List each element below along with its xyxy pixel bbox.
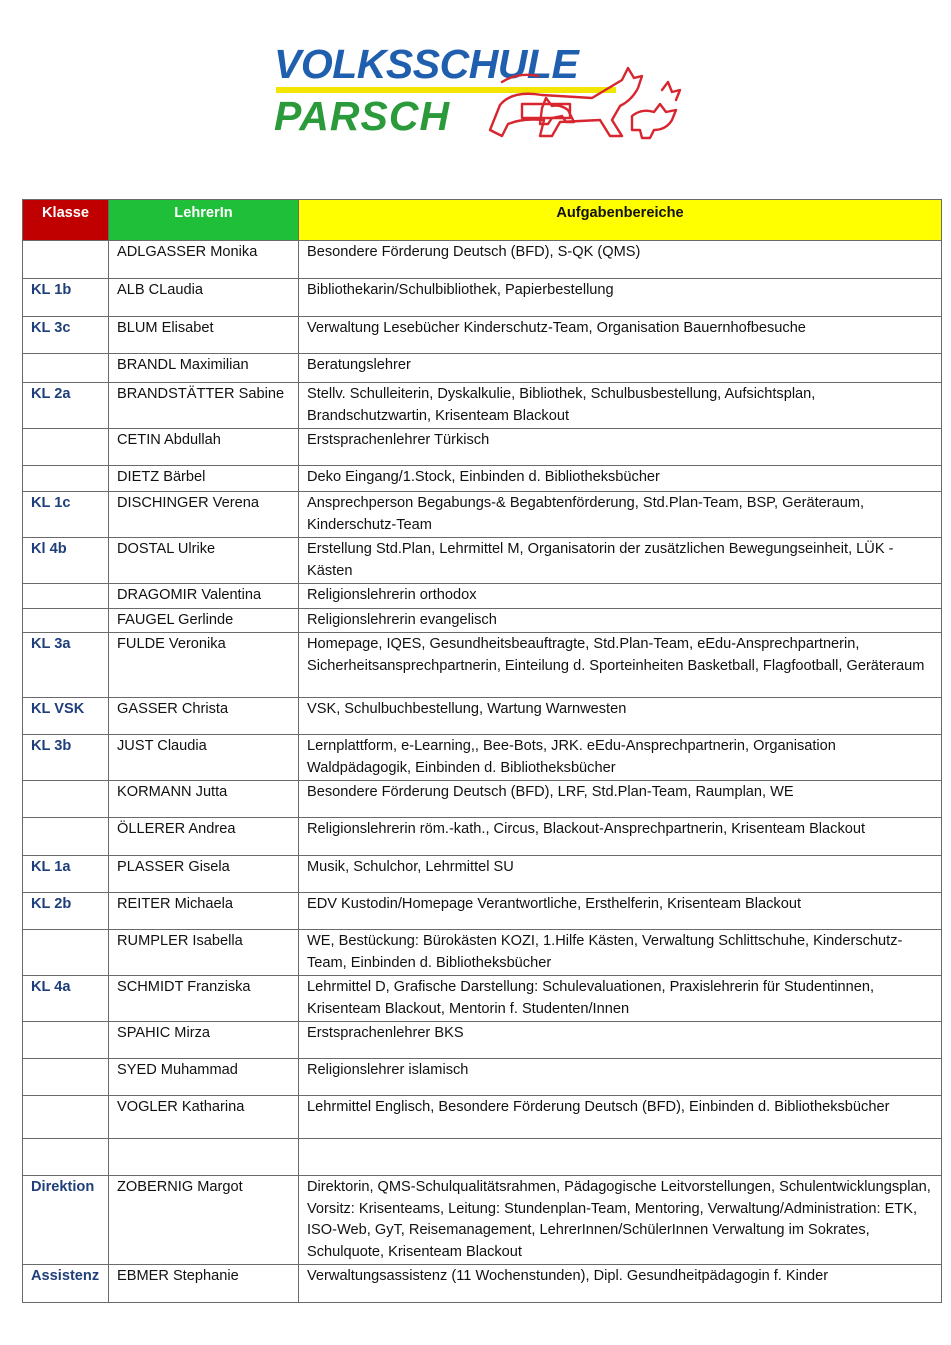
cell-klasse bbox=[23, 466, 109, 492]
cell-aufgaben: Lehrmittel D, Grafische Darstellung: Schulevaluationen, Praxislehrerin für Studentinnen, Krisenteam Blackout, Mentorin f. Studenten/Innen bbox=[299, 976, 942, 1022]
cell-aufgaben: Bibliothekarin/Schulbibliothek, Papierbestellung bbox=[299, 279, 942, 317]
cell-klasse bbox=[23, 1096, 109, 1139]
cell-klasse bbox=[23, 818, 109, 856]
cell-aufgaben: Religionslehrerin röm.-kath., Circus, Blackout-Ansprechpartnerin, Krisenteam Blackout bbox=[299, 818, 942, 856]
cell-aufgaben: EDV Kustodin/Homepage Verantwortliche, Ersthelferin, Krisenteam Blackout bbox=[299, 893, 942, 930]
cell-klasse bbox=[23, 584, 109, 609]
cell-klasse bbox=[23, 930, 109, 976]
cell-klasse: Kl 4b bbox=[23, 538, 109, 584]
cell-klasse bbox=[23, 1139, 109, 1176]
cell-klasse: KL VSK bbox=[23, 698, 109, 735]
cell-aufgaben bbox=[299, 1139, 942, 1176]
cell-lehrer: EBMER Stephanie bbox=[109, 1265, 299, 1303]
table-row bbox=[23, 608, 942, 633]
table-row bbox=[23, 1059, 942, 1096]
cell-lehrer: DOSTAL Ulrike bbox=[109, 538, 299, 584]
cell-lehrer: BLUM Elisabet bbox=[109, 317, 299, 354]
table-row bbox=[23, 1176, 942, 1265]
cell-lehrer: CETIN Abdullah bbox=[109, 429, 299, 466]
cell-aufgaben: Deko Eingang/1.Stock, Einbinden d. Bibliotheksbücher bbox=[299, 466, 942, 492]
cell-aufgaben: Lehrmittel Englisch, Besondere Förderung Deutsch (BFD), Einbinden d. Bibliotheksbücher bbox=[299, 1096, 942, 1139]
cell-klasse: KL 3a bbox=[23, 633, 109, 698]
cell-lehrer: DISCHINGER Verena bbox=[109, 492, 299, 538]
cell-klasse: KL 4a bbox=[23, 976, 109, 1022]
cell-aufgaben: Verwaltung Lesebücher Kinderschutz-Team, Organisation Bauernhofbesuche bbox=[299, 317, 942, 354]
cell-aufgaben: Besondere Förderung Deutsch (BFD), LRF, Std.Plan-Team, Raumplan, WE bbox=[299, 781, 942, 818]
cell-aufgaben: Erstellung Std.Plan, Lehrmittel M, Organisatorin der zusätzlichen Bewegungseinheit, LÜK - Kästen bbox=[299, 538, 942, 584]
table-row bbox=[23, 1096, 942, 1139]
logo-title-line1: VOLKSSCHULE bbox=[274, 41, 579, 87]
cell-aufgaben: Beratungslehrer bbox=[299, 354, 942, 383]
table-row bbox=[23, 1265, 942, 1303]
cell-klasse: KL 3c bbox=[23, 317, 109, 354]
cell-klasse bbox=[23, 1022, 109, 1059]
cell-aufgaben: Erstsprachenlehrer Türkisch bbox=[299, 429, 942, 466]
table-row bbox=[23, 538, 942, 584]
cell-lehrer: SPAHIC Mirza bbox=[109, 1022, 299, 1059]
cell-lehrer: KORMANN Jutta bbox=[109, 781, 299, 818]
cell-aufgaben: Religionslehrer islamisch bbox=[299, 1059, 942, 1096]
table-row bbox=[23, 633, 942, 698]
cell-klasse: KL 2a bbox=[23, 383, 109, 429]
cell-lehrer: RUMPLER Isabella bbox=[109, 930, 299, 976]
table-row bbox=[23, 383, 942, 429]
table-row bbox=[23, 492, 942, 538]
cell-klasse: KL 2b bbox=[23, 893, 109, 930]
cell-aufgaben: Verwaltungsassistenz (11 Wochenstunden), Dipl. Gesundheitpädagogin f. Kinder bbox=[299, 1265, 942, 1303]
cell-aufgaben: Direktorin, QMS-Schulqualitätsrahmen, Pädagogische Leitvorstellungen, Schulentwicklungsplan, Vorsitz: Krisenteams, Leitung: Stundenplan-Team, Mentoring, Verwaltung/Administration: ETK, ISO-Web, GyT, Reisemanagement, LehrerInnen/SchülerInnen Verwaltung im Sokrates, Schulquote, Krisenteam Blackout bbox=[299, 1176, 942, 1265]
table-row bbox=[23, 241, 942, 279]
cell-lehrer: DRAGOMIR Valentina bbox=[109, 584, 299, 609]
cell-lehrer: JUST Claudia bbox=[109, 735, 299, 781]
cell-lehrer: ADLGASSER Monika bbox=[109, 241, 299, 279]
cell-klasse bbox=[23, 241, 109, 279]
cell-klasse bbox=[23, 781, 109, 818]
cell-aufgaben: Religionslehrerin orthodox bbox=[299, 584, 942, 609]
cell-aufgaben: Homepage, IQES, Gesundheitsbeauftragte, Std.Plan-Team, eEdu-Ansprechpartnerin, Sicherheitsansprechpartnerin, Einteilung d. Sporteinheiten Basketball, Flagfootball, Geräteraum bbox=[299, 633, 942, 698]
cell-lehrer: ÖLLERER Andrea bbox=[109, 818, 299, 856]
cell-klasse bbox=[23, 429, 109, 466]
cell-lehrer: ALB CLaudia bbox=[109, 279, 299, 317]
cell-lehrer: BRANDSTÄTTER Sabine bbox=[109, 383, 299, 429]
table-row bbox=[23, 317, 942, 354]
table-row bbox=[23, 354, 942, 383]
table-row bbox=[23, 429, 942, 466]
cell-aufgaben: Stellv. Schulleiterin, Dyskalkulie, Bibliothek, Schulbusbestellung, Aufsichtsplan, Brandschutzwartin, Krisenteam Blackout bbox=[299, 383, 942, 429]
cell-aufgaben: VSK, Schulbuchbestellung, Wartung Warnwesten bbox=[299, 698, 942, 735]
cell-lehrer: GASSER Christa bbox=[109, 698, 299, 735]
table-row bbox=[23, 279, 942, 317]
fox-family-icon bbox=[482, 60, 687, 142]
cell-klasse: Direktion bbox=[23, 1176, 109, 1265]
cell-klasse: KL 1c bbox=[23, 492, 109, 538]
table-row bbox=[23, 930, 942, 976]
logo-title-line2: PARSCH bbox=[274, 93, 451, 139]
cell-lehrer bbox=[109, 1139, 299, 1176]
cell-aufgaben: Religionslehrerin evangelisch bbox=[299, 608, 942, 633]
header-aufgabenbereiche: Aufgabenbereiche bbox=[299, 200, 942, 241]
cell-klasse bbox=[23, 354, 109, 383]
table-row bbox=[23, 584, 942, 609]
cell-lehrer: FULDE Veronika bbox=[109, 633, 299, 698]
cell-lehrer: SYED Muhammad bbox=[109, 1059, 299, 1096]
cell-lehrer: DIETZ Bärbel bbox=[109, 466, 299, 492]
cell-aufgaben: Musik, Schulchor, Lehrmittel SU bbox=[299, 856, 942, 893]
header-lehrerin: LehrerIn bbox=[109, 200, 299, 241]
table-row bbox=[23, 893, 942, 930]
cell-lehrer: SCHMIDT Franziska bbox=[109, 976, 299, 1022]
cell-aufgaben: Ansprechperson Begabungs-& Begabtenförderung, Std.Plan-Team, BSP, Geräteraum, Kinderschutz-Team bbox=[299, 492, 942, 538]
cell-lehrer: REITER Michaela bbox=[109, 893, 299, 930]
cell-aufgaben: WE, Bestückung: Bürokästen KOZI, 1.Hilfe Kästen, Verwaltung Schlittschuhe, Kinderschutz-Team, Einbinden d. Bibliotheksbücher bbox=[299, 930, 942, 976]
table-row bbox=[23, 781, 942, 818]
cell-klasse: Assistenz bbox=[23, 1265, 109, 1303]
cell-lehrer: FAUGEL Gerlinde bbox=[109, 608, 299, 633]
cell-lehrer: VOGLER Katharina bbox=[109, 1096, 299, 1139]
table-row bbox=[23, 466, 942, 492]
cell-lehrer: BRANDL Maximilian bbox=[109, 354, 299, 383]
cell-aufgaben: Lernplattform, e-Learning,, Bee-Bots, JRK. eEdu-Ansprechpartnerin, Organisation Waldpädagogik, Einbinden d. Bibliotheksbücher bbox=[299, 735, 942, 781]
header-klasse: Klasse bbox=[23, 200, 109, 241]
table-row bbox=[23, 735, 942, 781]
cell-lehrer: ZOBERNIG Margot bbox=[109, 1176, 299, 1265]
cell-lehrer: PLASSER Gisela bbox=[109, 856, 299, 893]
cell-aufgaben: Besondere Förderung Deutsch (BFD), S-QK (QMS) bbox=[299, 241, 942, 279]
table-row bbox=[23, 1139, 942, 1176]
staff-table bbox=[22, 199, 942, 1303]
table-row bbox=[23, 976, 942, 1022]
school-logo bbox=[272, 40, 692, 144]
cell-aufgaben: Erstsprachenlehrer BKS bbox=[299, 1022, 942, 1059]
cell-klasse bbox=[23, 608, 109, 633]
cell-klasse: KL 1b bbox=[23, 279, 109, 317]
cell-klasse: KL 3b bbox=[23, 735, 109, 781]
cell-klasse: KL 1a bbox=[23, 856, 109, 893]
table-row bbox=[23, 818, 942, 856]
table-header-row bbox=[23, 200, 942, 241]
table-row bbox=[23, 1022, 942, 1059]
table-row bbox=[23, 856, 942, 893]
cell-klasse bbox=[23, 1059, 109, 1096]
table-row bbox=[23, 698, 942, 735]
table-body bbox=[23, 241, 942, 1303]
